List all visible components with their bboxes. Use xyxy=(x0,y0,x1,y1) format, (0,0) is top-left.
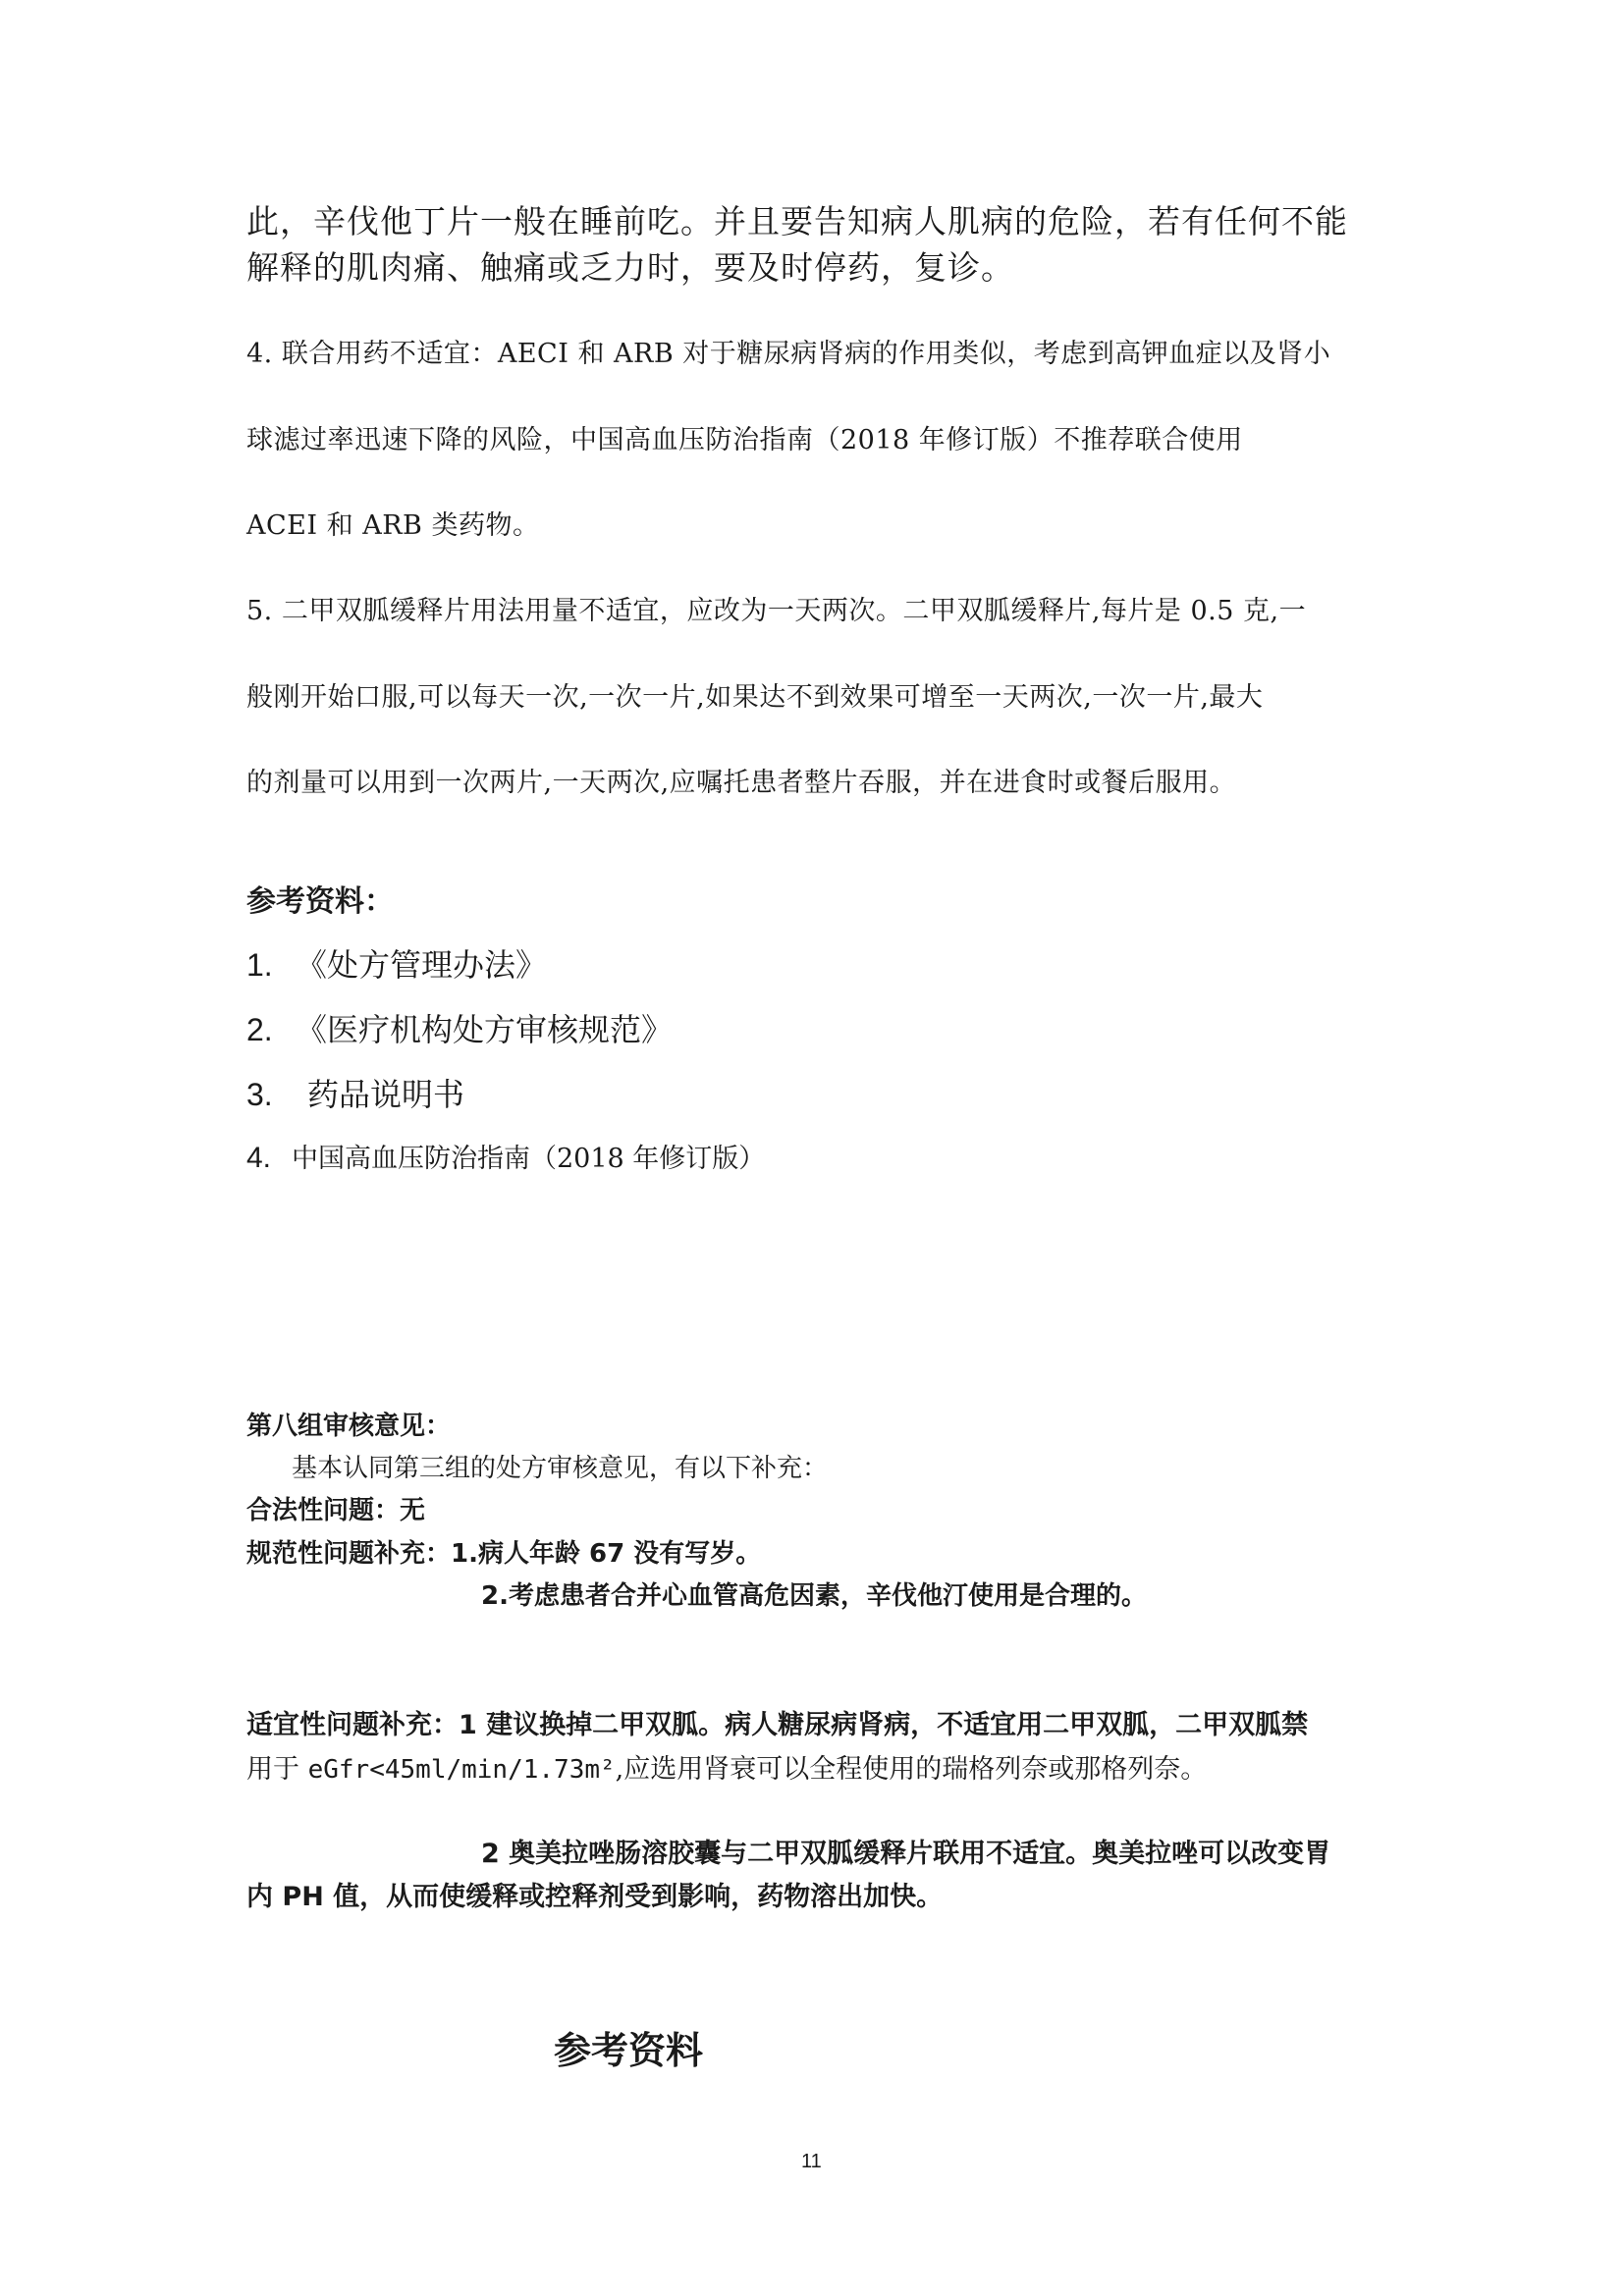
item5-line-1: 5. 二甲双胍缓释片用法用量不适宜，应改为一天两次。二甲双胍缓释片,每片是 0.5 克,一 xyxy=(246,596,1307,626)
reference-item xyxy=(246,940,547,986)
reference-item xyxy=(246,1070,464,1115)
suitability-line-2 xyxy=(246,1747,1207,1786)
norm-label: 规范性问题补充： xyxy=(246,1539,452,1569)
intro-line-2: 解释的肌肉痛、触痛或乏力时，要及时停药，复诊。 xyxy=(246,248,1014,287)
suitability-line-2-suffix: ,应选用肾衰可以全程使用的瑞格列奈或那格列奈。 xyxy=(615,1754,1208,1785)
reference-item xyxy=(246,1005,673,1050)
reference-number: 3. xyxy=(246,1077,273,1112)
references-heading: 参考资料： xyxy=(246,884,394,919)
norm-item-1: 1.病人年龄 67 没有写岁。 xyxy=(451,1539,762,1569)
reference-number: 2. xyxy=(246,1012,273,1047)
intro-line-1: 此，辛伐他丁片一般在睡前吃。并且要告知病人肌病的危险，若有任何不能 xyxy=(246,202,1348,240)
item4-line-1: 4. 联合用药不适宜：AECI 和 ARB 对于糖尿病肾病的作用类似，考虑到高钾血症以及肾小 xyxy=(246,339,1331,369)
item4-line-2: 球滤过率迅速下降的风险，中国高血压防治指南（2018 年修订版）不推荐联合使用 xyxy=(246,425,1243,455)
norm-item-2: 2.考虑患者合并心血管高危因素，辛伐他汀使用是合理的。 xyxy=(481,1581,1147,1611)
reference-text: 中国高血压防治指南（2018 年修订版） xyxy=(292,1144,766,1174)
group8-intro: 基本认同第三组的处方审核意见，有以下补充： xyxy=(292,1454,829,1483)
item5-line-3: 的剂量可以用到一次两片,一天两次,应嘱托患者整片吞服，并在进食时或餐后服用。 xyxy=(246,768,1237,798)
page-number: 11 xyxy=(801,2151,822,2172)
reference-number: 1. xyxy=(246,947,273,983)
group8-heading: 第八组审核意见： xyxy=(246,1412,452,1441)
suitability-item2-line-1: 2 奥美拉唑肠溶胶囊与二甲双胍缓释片联用不适宜。奥美拉唑可以改变胃 xyxy=(481,1839,1331,1869)
reference-text: 《处方管理办法》 xyxy=(296,946,548,984)
norm-line-1 xyxy=(246,1533,761,1570)
reference-text: 药品说明书 xyxy=(307,1076,465,1113)
suitability-item2-line-2: 内 PH 值，从而使缓释或控释剂受到影响，药物溶出加快。 xyxy=(246,1882,944,1912)
reference-item xyxy=(246,1137,765,1175)
item5-line-2: 般刚开始口服,可以每天一次,一次一片,如果达不到效果可增至一天两次,一次一片,最大 xyxy=(246,682,1264,713)
references-heading-2: 参考资料 xyxy=(554,2028,704,2072)
suitability-line-2-prefix: 用于 xyxy=(246,1754,308,1785)
legality-line: 合法性问题：无 xyxy=(246,1496,426,1525)
reference-text: 《医疗机构处方审核规范》 xyxy=(296,1011,674,1048)
reference-number: 4. xyxy=(246,1142,272,1174)
item4-line-3: ACEI 和 ARB 类药物。 xyxy=(246,510,540,541)
suitability-line-1: 适宜性问题补充：1 建议换掉二甲双胍。病人糖尿病肾病，不适宜用二甲双胍，二甲双胍禁 xyxy=(246,1710,1309,1740)
egfr-threshold: eGfr<45ml/min/1.73m² xyxy=(307,1755,616,1785)
